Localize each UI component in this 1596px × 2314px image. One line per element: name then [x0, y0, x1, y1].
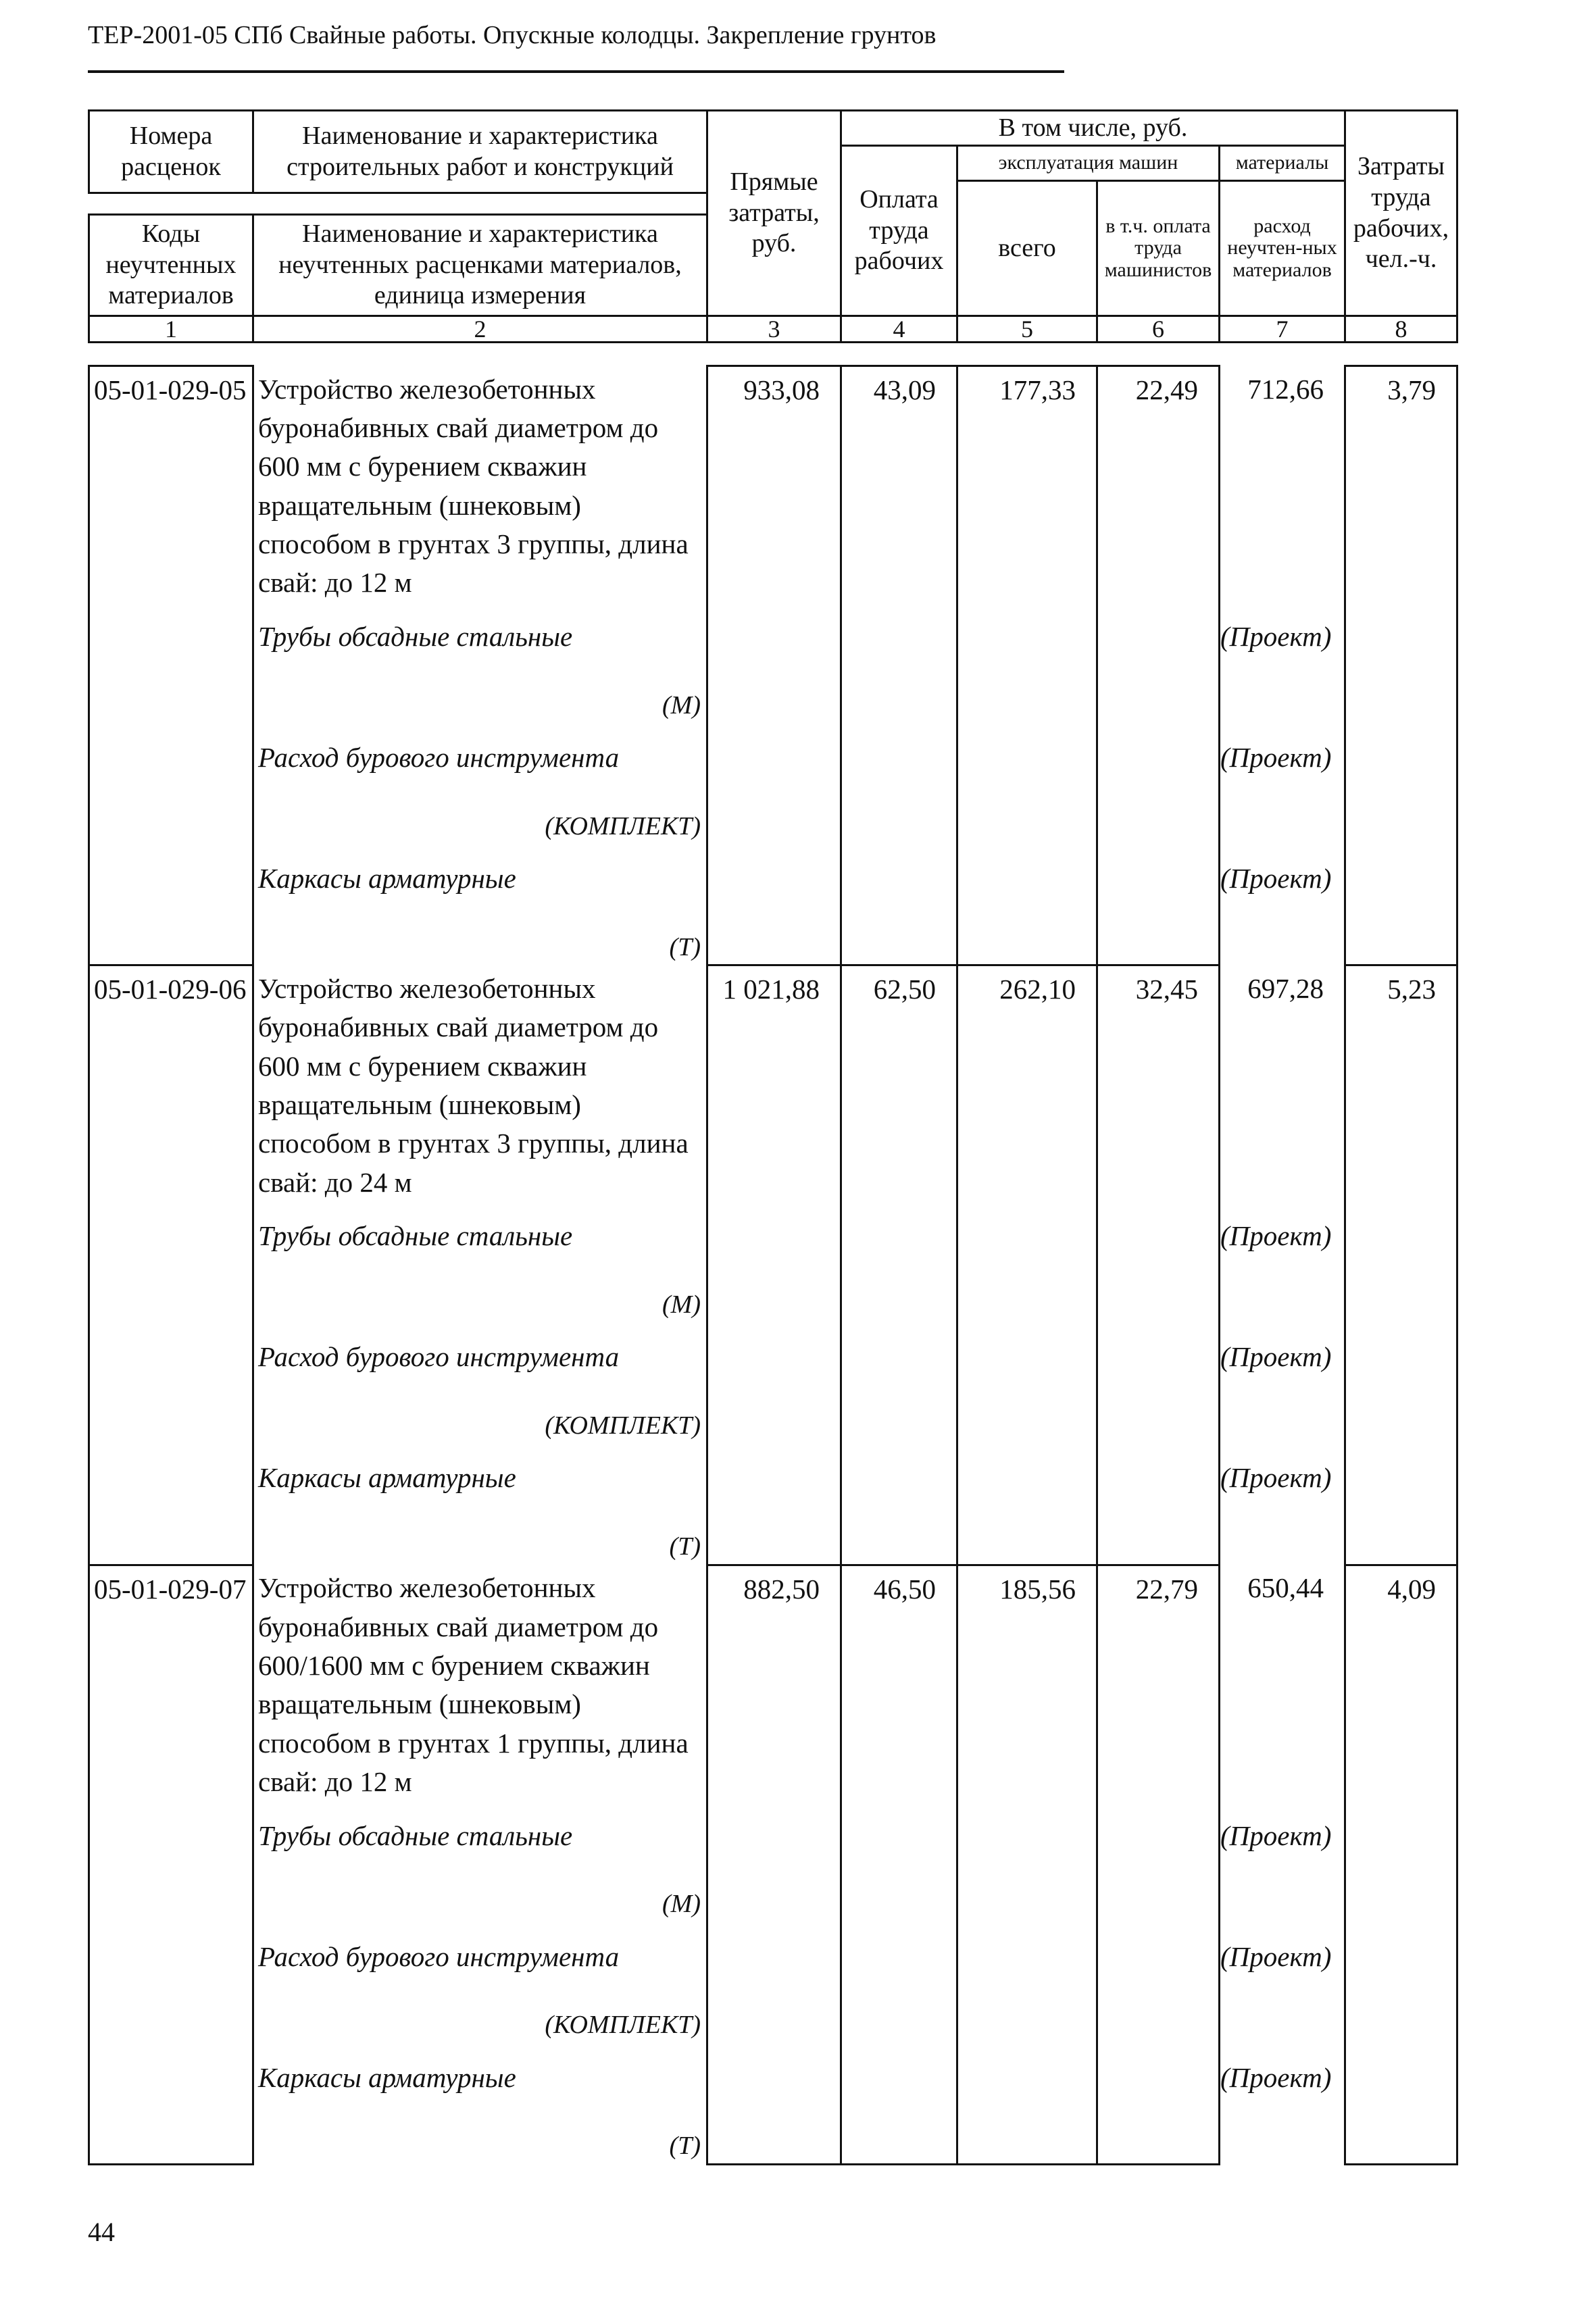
column-number: 5 — [957, 316, 1097, 343]
header-including: В том числе, руб. — [841, 111, 1345, 146]
materials-cost: 650,44 — [1220, 1565, 1345, 1801]
material-value: (Проект) — [1220, 2044, 1345, 2165]
table-row — [89, 366, 1457, 603]
material-value: (Проект) — [1220, 845, 1345, 965]
column-number: 6 — [1097, 316, 1220, 343]
header-labor-pay: Оплата труда рабочих — [841, 146, 957, 316]
labor-pay: 46,50 — [841, 1565, 957, 2164]
machines-total: 185,56 — [957, 1565, 1097, 2164]
material-name: Расход бурового инструмента (КОМПЛЕКТ) — [253, 1923, 707, 2044]
material-name: Каркасы арматурные (Т) — [253, 2044, 707, 2165]
material-value: (Проект) — [1220, 1802, 1345, 1923]
header-direct-costs: Прямые затраты, руб. — [707, 111, 841, 316]
rate-code: 05-01-029-06 — [89, 965, 253, 1565]
title-underline — [88, 70, 1064, 73]
machines-total: 262,10 — [957, 965, 1097, 1565]
page-number: 44 — [88, 2217, 115, 2247]
direct-costs: 1 021,88 — [707, 965, 841, 1565]
column-number: 4 — [841, 316, 957, 343]
labor-pay: 62,50 — [841, 965, 957, 1565]
material-value: (Проект) — [1220, 724, 1345, 845]
header-material-codes: Коды неучтенных материалов — [89, 215, 253, 316]
header-machines-total: всего — [957, 181, 1097, 316]
header-material-name: Наименование и характеристика неучтенных расценками материалов, единица измерения — [253, 215, 707, 316]
material-value: (Проект) — [1220, 1323, 1345, 1444]
column-number: 2 — [253, 316, 707, 343]
machinists-pay: 22,49 — [1097, 366, 1220, 965]
material-value: (Проект) — [1220, 1202, 1345, 1323]
labor-hours: 5,23 — [1345, 965, 1457, 1565]
material-unit: (М) — [662, 1890, 701, 1919]
material-name: Каркасы арматурные (Т) — [253, 845, 707, 965]
machines-total: 177,33 — [957, 366, 1097, 965]
header-machinists-pay: в т.ч. оплата труда машинистов — [1097, 181, 1220, 316]
machinists-pay: 22,79 — [1097, 1565, 1220, 2164]
machinists-pay: 32,45 — [1097, 965, 1220, 1565]
header-work-name: Наименование и характеристика строительных работ и конструкций — [253, 111, 707, 193]
materials-cost: 712,66 — [1220, 366, 1345, 603]
direct-costs: 933,08 — [707, 366, 841, 965]
header-unaccounted-materials: расход неучтен-ных материалов — [1220, 181, 1345, 316]
material-unit: (Т) — [669, 932, 701, 961]
column-number: 3 — [707, 316, 841, 343]
rate-description: Устройство железобетонных буронабивных свай диаметром до 600 мм с бурением скважин вращательным (шнековым) способом в грунтах 3 группы, длина свай: до 12 м — [253, 366, 707, 603]
material-name: Каркасы арматурные (Т) — [253, 1444, 707, 1565]
material-name: Трубы обсадные стальные (М) — [253, 1202, 707, 1323]
rate-code: 05-01-029-05 — [89, 366, 253, 965]
labor-hours: 4,09 — [1345, 1565, 1457, 2164]
material-unit: (Т) — [669, 1532, 701, 1561]
table-row — [89, 965, 1457, 1202]
rate-description: Устройство железобетонных буронабивных свай диаметром до 600/1600 мм с бурением скважин вращательным (шнековым) способом в грунтах 1 группы, длина свай: до 12 м — [253, 1565, 707, 1801]
material-unit: (М) — [662, 1290, 701, 1319]
document-title: ТЕР-2001-05 СПб Свайные работы. Опускные колодцы. Закрепление грунтов — [88, 21, 937, 49]
rates-table — [88, 365, 1458, 2165]
header-machines: эксплуатация машин — [957, 146, 1220, 181]
column-number: 7 — [1220, 316, 1345, 343]
material-unit: (КОМПЛЕКТ) — [545, 811, 701, 840]
material-name: Трубы обсадные стальные (М) — [253, 603, 707, 724]
column-number: 1 — [89, 316, 253, 343]
header-labor-hours: Затраты труда рабочих, чел.-ч. — [1345, 111, 1457, 316]
material-value: (Проект) — [1220, 1444, 1345, 1565]
material-name: Трубы обсадные стальные (М) — [253, 1802, 707, 1923]
material-unit: (КОМПЛЕКТ) — [545, 2011, 701, 2040]
table-row — [89, 1565, 1457, 1801]
column-number: 8 — [1345, 316, 1457, 343]
labor-hours: 3,79 — [1345, 366, 1457, 965]
material-value: (Проект) — [1220, 1923, 1345, 2044]
header-materials: материалы — [1220, 146, 1345, 181]
material-name: Расход бурового инструмента (КОМПЛЕКТ) — [253, 1323, 707, 1444]
header-rate-number: Номера расценок — [89, 111, 253, 193]
material-unit: (М) — [662, 690, 701, 720]
table-header — [88, 109, 1458, 343]
material-unit: (Т) — [669, 2132, 701, 2161]
rate-description: Устройство железобетонных буронабивных свай диаметром до 600 мм с бурением скважин вращательным (шнековым) способом в грунтах 3 группы, длина свай: до 24 м — [253, 965, 707, 1202]
labor-pay: 43,09 — [841, 366, 957, 965]
material-value: (Проект) — [1220, 603, 1345, 724]
direct-costs: 882,50 — [707, 1565, 841, 2164]
material-name: Расход бурового инструмента (КОМПЛЕКТ) — [253, 724, 707, 845]
rate-code: 05-01-029-07 — [89, 1565, 253, 2164]
material-unit: (КОМПЛЕКТ) — [545, 1411, 701, 1440]
materials-cost: 697,28 — [1220, 965, 1345, 1202]
